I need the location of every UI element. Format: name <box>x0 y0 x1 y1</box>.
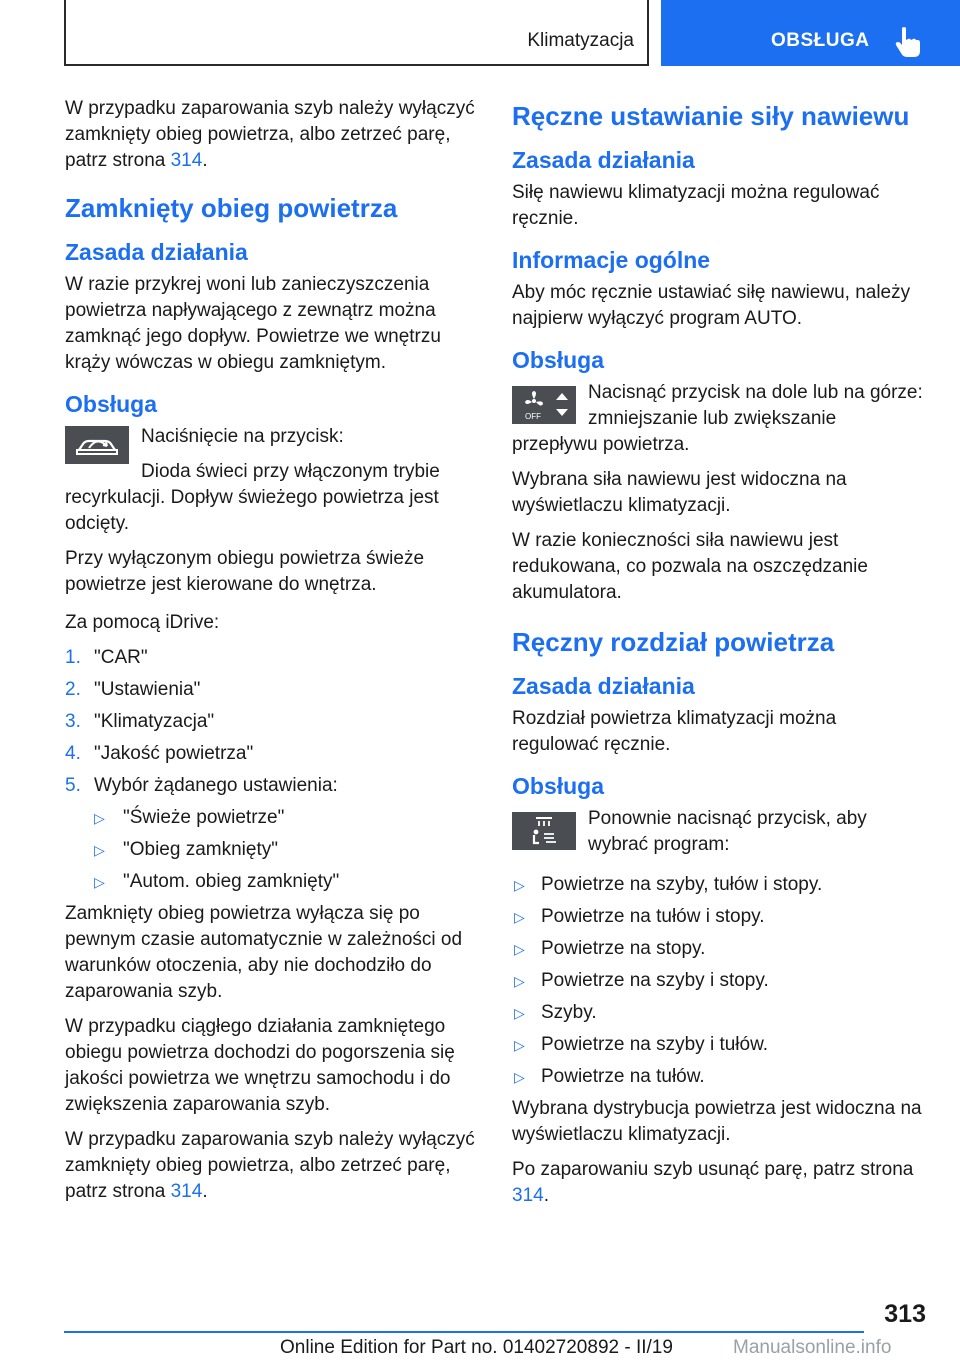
svg-text:OFF: OFF <box>525 412 541 421</box>
page-number: 313 <box>884 1300 926 1328</box>
fan-button-row <box>512 380 926 458</box>
left-column <box>65 96 477 1214</box>
display-text: Wybrana siła nawiewu jest widoczna na wyświetlaczu klimatyzacji. <box>512 469 847 516</box>
led-text: Dioda świeci przy włączonym trybie recyrkulacji. Dopływ świeżego powietrza jest odcięty. <box>65 461 440 534</box>
triangle-bullet-icon: ▷ <box>514 877 525 893</box>
right-column <box>512 92 926 1218</box>
list-item: 5. Wybór żądanego ustawienia: <box>65 775 338 796</box>
subheading-operation: Obsługa <box>512 347 605 373</box>
section-heading: Zamknięty obieg powietrza <box>65 193 398 223</box>
press-text: Naciśnięcie na przycisk: <box>141 426 344 447</box>
principle-paragraph: W razie przykrej woni lub zanieczyszczenia powietrza napływającego z zewnątrz można zamknąć jego dopływ. Powietrze we wnętrzu krąży wówczas w obiegu zamkniętym. <box>65 274 441 373</box>
blower-principle: Siłę nawiewu klimatyzacji można regulować ręcznie. <box>512 182 880 229</box>
subheading-general: Informacje ogólne <box>512 247 711 273</box>
triangle-bullet-icon: ▷ <box>94 842 105 858</box>
subheading-operation: Obsługa <box>65 391 158 417</box>
subheading-principle: Zasada działania <box>512 147 695 173</box>
page-link[interactable]: 314 <box>170 1181 203 1202</box>
recirculation-button-row <box>65 424 477 537</box>
page-link[interactable]: 314 <box>170 150 203 171</box>
intro-paragraph: W przypadku zaparowania szyb należy wyłączyć zamknięty obieg powietrza, albo zetrzeć parę, patrz strona 314. <box>65 98 475 171</box>
header-tab-label: OBSŁUGA <box>771 30 870 51</box>
program-list <box>512 872 926 1096</box>
outro-paragraph: W przypadku zaparowania szyb należy wyłączyć zamknięty obieg powietrza, albo zetrzeć parę, patrz strona 314. <box>65 1129 475 1202</box>
subheading-principle: Zasada działania <box>512 673 695 699</box>
distribution-button-row <box>512 806 926 858</box>
list-item: ▷ "Autom. obieg zamknięty" <box>65 869 477 901</box>
list-item: ▷ "Obieg zamknięty" <box>65 837 477 869</box>
subheading-principle: Zasada działania <box>65 239 248 265</box>
off-text: Przy wyłączonym obiegu powietrza świeże powietrze jest kierowane do wnętrza. <box>65 548 425 595</box>
list-item: ▷ Powietrze na tułów i stopy. <box>512 904 926 936</box>
list-item: ▷ Powietrze na szyby i tułów. <box>512 1032 926 1064</box>
footer-edition: Online Edition for Part no. 01402720892 - II/19 <box>280 1337 673 1358</box>
list-item: ▷ Powietrze na stopy. <box>512 936 926 968</box>
list-item: ▷ Szyby. <box>512 1000 926 1032</box>
fan-button-icon <box>512 386 576 424</box>
header-section-title: Klimatyzacja <box>527 30 634 51</box>
triangle-bullet-icon: ▷ <box>94 874 105 890</box>
triangle-bullet-icon: ▷ <box>514 1069 525 1085</box>
recirculation-button-icon <box>65 426 129 464</box>
option-list <box>65 805 477 901</box>
triangle-bullet-icon: ▷ <box>514 941 525 957</box>
auto-text: Zamknięty obieg powietrza wyłącza się po pewnym czasie automatycznie w zależności od warunków otoczenia, aby nie dochodziło do zaparowania szyb. <box>65 903 463 1002</box>
fan-text: Nacisnąć przycisk na dole lub na górze: zmniejszanie lub zwiększanie przepływu powietrza. <box>512 382 923 455</box>
idrive-steps <box>65 645 477 805</box>
list-item: 3. "Klimatyzacja" <box>65 711 215 732</box>
pointing-hand-icon <box>893 26 923 58</box>
footer-divider <box>64 1331 864 1333</box>
distribution-press: Ponownie nacisnąć przycisk, aby wybrać program: <box>588 808 867 855</box>
triangle-bullet-icon: ▷ <box>514 1005 525 1021</box>
list-item: ▷ "Świeże powietrze" <box>65 805 477 837</box>
page-link[interactable]: 314 <box>512 1185 544 1206</box>
triangle-bullet-icon: ▷ <box>514 1037 525 1053</box>
section-heading: Ręczny rozdział powietrza <box>512 627 835 657</box>
general-text: Aby móc ręcznie ustawiać siłę nawiewu, należy najpierw wyłączyć program AUTO. <box>512 282 911 329</box>
idrive-text: Za pomocą iDrive: <box>65 612 220 633</box>
triangle-bullet-icon: ▷ <box>514 973 525 989</box>
continuous-text: W przypadku ciągłego działania zamkniętego obiegu powietrza dochodzi do pogorszenia się jakości powietrza we wnętrzu samochodu i do zwiększenia zaparowania szyb. <box>65 1016 455 1115</box>
section-heading: Ręczne ustawianie siły nawiewu <box>512 101 910 131</box>
distribution-display: Wybrana dystrybucja powietrza jest widoczna na wyświetlaczu klimatyzacji. <box>512 1098 922 1145</box>
air-distribution-button-icon <box>512 812 576 850</box>
list-item: ▷ Powietrze na tułów. <box>512 1064 926 1096</box>
header-tab <box>661 0 960 66</box>
footer-watermark: Manualsonline.info <box>733 1337 892 1358</box>
triangle-bullet-icon: ▷ <box>94 810 105 826</box>
list-item: ▷ Powietrze na szyby, tułów i stopy. <box>512 872 926 904</box>
distribution-principle: Rozdział powietrza klimatyzacji można regulować ręcznie. <box>512 708 837 755</box>
subheading-operation: Obsługa <box>512 773 605 799</box>
triangle-bullet-icon: ▷ <box>514 909 525 925</box>
defog-paragraph: Po zaparowaniu szyb usunąć parę, patrz strona 314. <box>512 1159 914 1206</box>
reduce-text: W razie konieczności siła nawiewu jest redukowana, co pozwala na oszczędzanie akumulatora. <box>512 530 868 603</box>
list-item: 1. "CAR" <box>65 647 148 668</box>
list-item: 4. "Jakość powietrza" <box>65 743 254 764</box>
list-item: ▷ Powietrze na szyby i stopy. <box>512 968 926 1000</box>
list-item: 2. "Ustawienia" <box>65 679 201 700</box>
